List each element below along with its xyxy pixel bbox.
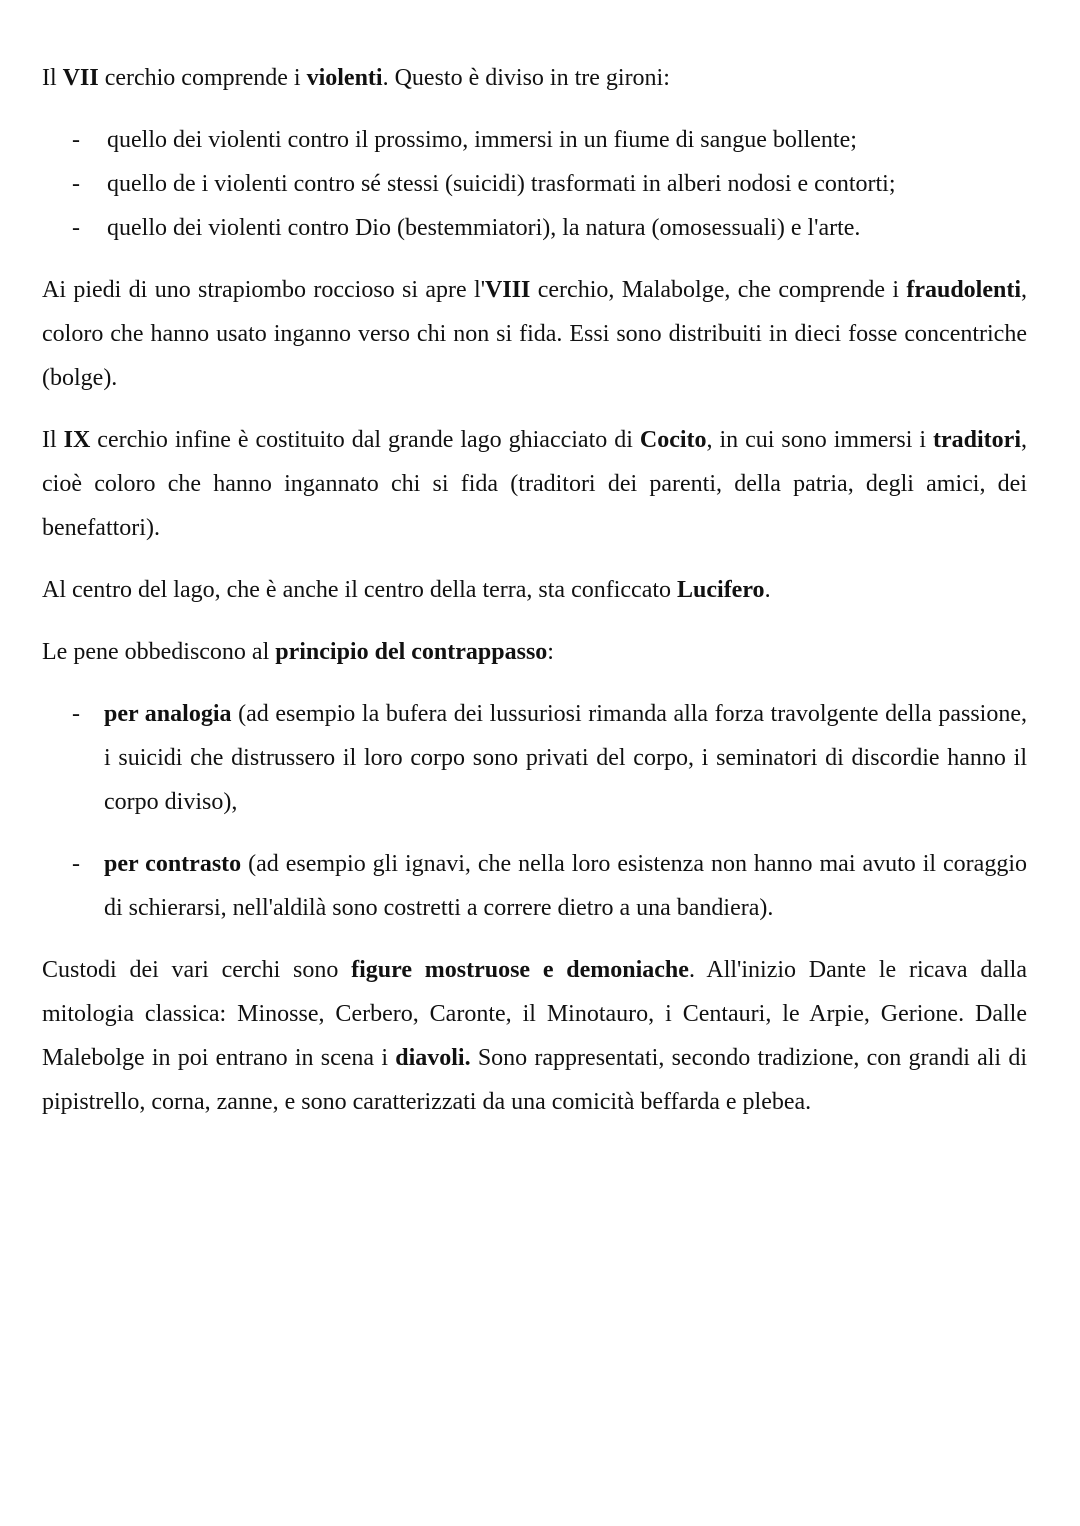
- paragraph-seventh-circle: Il VII cerchio comprende i violenti. Questo è diviso in tre gironi:: [42, 65, 670, 91]
- list-item: - quello de i violenti contro sé stessi (suicidi) trasformati in alberi nodosi e contorti;: [72, 171, 896, 197]
- contrappasso-list: [42, 692, 1027, 930]
- paragraph-contrappasso: Le pene obbediscono al principio del contrappasso:: [42, 639, 554, 665]
- paragraph-eighth-circle: Ai piedi di uno strapiombo roccioso si apre l'VIII cerchio, Malabolge, che comprende i fraudolenti, coloro che hanno usato inganno verso chi non si fida. Essi sono distribuiti in dieci fosse concentriche (bolge).: [42, 277, 1028, 391]
- paragraph-ninth-circle: Il IX cerchio infine è costituito dal grande lago ghiacciato di Cocito, in cui sono immersi i traditori, cioè coloro che hanno ingannato chi si fida (traditori dei parenti, della patria, degli amici, dei benefattori).: [42, 427, 1027, 541]
- document-page: [42, 56, 1027, 1124]
- paragraph-lucifer: Al centro del lago, che è anche il centro della terra, sta conficcato Lucifero.: [42, 577, 771, 603]
- list-item: - quello dei violenti contro Dio (bestemmiatori), la natura (omosessuali) e l'arte.: [72, 215, 861, 241]
- gironi-list: [42, 118, 1027, 250]
- list-item: - per analogia (ad esempio la bufera dei lussuriosi rimanda alla forza travolgente della passione, i suicidi che distrussero il loro corpo sono privati del corpo, i seminatori di discordie hanno il corpo diviso),: [72, 701, 1027, 815]
- list-item: - per contrasto (ad esempio gli ignavi, che nella loro esistenza non hanno mai avuto il coraggio di schierarsi, nell'aldilà sono costretti a correre dietro a una bandiera).: [72, 851, 1027, 921]
- paragraph-custodi: Custodi dei vari cerchi sono figure mostruose e demoniache. All'inizio Dante le ricava dalla mitologia classica: Minosse, Cerbero, Caronte, il Minotauro, i Centauri, le Arpie, Gerione. Dalle Malebolge in poi entrano in scena i diavoli. Sono rappresentati, secondo tradizione, con grandi ali di pipistrello, corna, zanne, e sono caratterizzati da una comicità beffarda e plebea.: [42, 957, 1027, 1115]
- list-item: - quello dei violenti contro il prossimo, immersi in un fiume di sangue bollente;: [72, 127, 857, 153]
